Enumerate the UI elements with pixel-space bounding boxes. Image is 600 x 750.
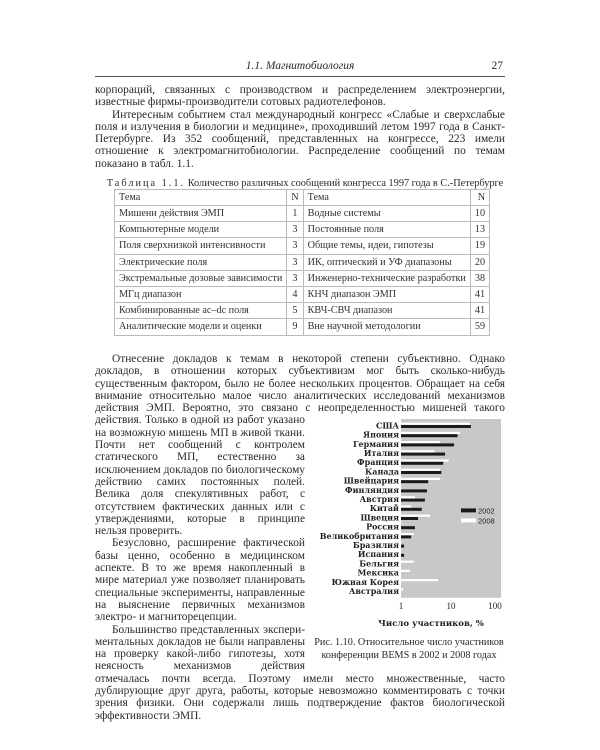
category-label: Австрия [359,494,399,504]
bar-2002 [401,545,404,548]
category-label: Канада [364,466,399,477]
table-cell: 41 [470,286,489,302]
table-cell: Аналитические модели и оценки [115,319,287,335]
table-cell: Постоянные поля [303,222,470,238]
table-header-cell: Тема [303,190,470,206]
bar-2008 [401,423,470,425]
legend-label: 2008 [478,516,495,526]
bar-2002 [401,554,404,557]
category-label: Япония [363,429,399,440]
category-label: Великобритания [319,530,399,541]
bar-2002 [401,462,443,465]
table-cell: 59 [470,319,489,335]
table-row [115,222,490,238]
participants-bar-chart [313,415,505,637]
bar-2008 [401,515,430,517]
category-label: Франция [357,457,399,468]
bar-2008 [401,469,440,471]
paragraph-part: указано на возможную мишень МП в живой ткани. Почти нет сообщений с контролем статического МП, естественно за исключением докладов по биологическому действию самих постоянных полей. Велика доля спекулятивных работ, с отсутствием фактических данных или с утверждениями, которые в принципе нельзя проверить. [95,414,305,538]
table-cell: 20 [470,254,489,270]
category-label: Китай [369,503,399,514]
table-row [115,254,490,270]
table-cell: 1 [287,206,303,222]
bar-2002 [401,453,445,456]
table-cell: 13 [470,222,489,238]
bar-2002 [401,425,471,428]
page-number: 27 [491,60,503,72]
table-cell: 9 [287,319,303,335]
table-cell: КНЧ диапазон ЭМП [303,286,470,302]
running-header [95,60,505,77]
table-cell: Поля сверхнизкой интенсивности [115,238,287,254]
bar-2008 [401,588,403,590]
table-header-cell: Тема [115,190,287,206]
table-cell: 38 [470,270,489,286]
paragraph: Безусловно, расширение фактической базы ценно, особенно в медицинском аспекте. В то же время накопленный в мире материал уже позволяет планировать специальные эксперименты, направленные на выяснение первичных механизмов электро- и магниторецепции. [95,537,305,624]
category-label: США [375,420,399,431]
category-label: Бразилия [352,540,399,550]
category-label: Финляндия [345,484,399,495]
table-cell: 3 [287,254,303,270]
bar-2002 [401,489,427,492]
paragraph-part: Отнесение докладов к темам в некоторой степени субъективно. Однако докладов, в отношении которых субъективизм мог быть сколько-нибудь существенным фактором, было не более нескольких процентов. Обращает на себя внимание относительно малое число аналитических исследований механизмов действия ЭМП. Вероятно, это связано с неопределенностью мишеней такого действия. Только в одной из работ [95,353,505,427]
x-tick-label: 1 [398,600,404,611]
table-header-cell: N [287,190,303,206]
topics-table [114,189,490,336]
table-cell: Компьютерные модели [115,222,287,238]
bar-2002 [401,499,425,502]
bar-2008 [401,450,435,452]
bar-2008 [401,459,449,461]
category-label: Швеция [360,512,399,523]
table-cell: Общие темы, идеи, гипотезы [303,238,470,254]
table-row [115,206,490,222]
table-cell: Инженерно-технические разработки [303,270,470,286]
table-caption-text: Количество различных сообщений конгресса 1997 года в С.-Петербурге [187,178,504,189]
table-cell: Экстремальные дозовые зависимости [115,270,287,286]
table-row [115,319,490,335]
x-axis-label: Число участников, % [378,618,484,629]
figure-caption: Рис. 1.10. Относительное число участников конференции BEMS в 2002 и 2008 годах [314,637,504,661]
category-label: Германия [352,438,399,449]
bar-2002 [401,508,422,511]
legend-label: 2002 [478,506,495,516]
bar-2008 [401,561,414,563]
table-cell: 4 [287,286,303,302]
table-header-row [115,190,490,206]
table-row [115,303,490,319]
bar-2008 [401,496,415,498]
table-cell: 41 [470,303,489,319]
table-cell: 3 [287,270,303,286]
category-label: Швейцария [343,475,399,486]
table-cell: Водные системы [303,206,470,222]
bar-2008 [401,441,440,443]
category-label: Испания [357,549,399,560]
table-row [115,270,490,286]
paragraph-part: ментальных докладов не были направлены на проверку какой-либо гипотезы, хотя неясность механизмов действия отмечалась почти всегда. Поэтому имели место множественные, часто дублирующие друг друга, работы, которые невозможно комментировать с точки зрения физики. Они содержали лишь подтверждение фактов биологической эффективности ЭМП. [95,635,505,722]
bar-2008 [401,533,414,535]
bar-2002 [401,535,411,538]
table-cell: ИК, оптический и УФ диапазоны [303,254,470,270]
bar-2002 [401,480,428,483]
table-cell: Вне научной методологии [303,319,470,335]
bar-2008 [401,570,410,572]
bar-2002 [401,443,454,446]
category-label: Бельгия [359,558,399,569]
category-label: Мексика [357,567,399,578]
bar-2002 [401,526,415,529]
table-cell: Мишени действия ЭМП [115,206,287,222]
intro-text [95,84,505,170]
category-label: Россия [366,521,399,532]
body-text-flow [95,353,505,722]
table-caption-label: Таблица 1.1. [106,178,186,189]
table-row [115,238,490,254]
bar-2002 [401,517,418,520]
paragraph: корпораций, связанных с производством и распределением электроэнергии, известные фирмы-производители сотовых радиотелефонов. [95,84,505,109]
paragraph: Интересным событием стал международный конгресс «Слабые и сверхслабые поля и излучения в биологии и медицине», проходивший летом 1997 года в Санкт-Петербурге. Из 352 сообщений, представленных на конгрессе, 223 имели отношение к электромагнитобиологии. Распределение сообщений по темам показано в табл. 1.1. [95,108,505,170]
table-cell: Электрические поля [115,254,287,270]
legend-swatch-2008 [461,518,476,522]
table-cell: 3 [287,222,303,238]
table-cell: 19 [470,238,489,254]
legend-swatch-2002 [461,508,476,512]
bar-2002 [401,434,458,437]
x-tick-label: 10 [446,600,456,611]
table-cell: Комбинированные ac–dc поля [115,303,287,319]
bar-2008 [401,478,440,480]
bar-2008 [401,579,438,581]
table-cell: 3 [287,238,303,254]
category-label: Южная Корея [331,576,399,587]
x-tick-label: 100 [488,600,502,611]
table-header-cell: N [470,190,489,206]
table-cell: КВЧ-СВЧ диапазон [303,303,470,319]
bar-2008 [401,432,460,434]
paragraph-part: Большинство представленных экспери- [112,623,305,636]
table-cell: 10 [470,206,489,222]
table-caption [100,178,510,189]
figure-1-10 [313,415,505,662]
table-cell: МГц диапазон [115,286,287,302]
bar-2008 [401,505,411,507]
table-cell: 5 [287,303,303,319]
table-row [115,286,490,302]
category-label: Италия [363,448,399,458]
category-label: Австралия [348,586,399,596]
running-title: 1.1. Магнитобиология [245,60,355,72]
bar-2002 [401,471,441,474]
